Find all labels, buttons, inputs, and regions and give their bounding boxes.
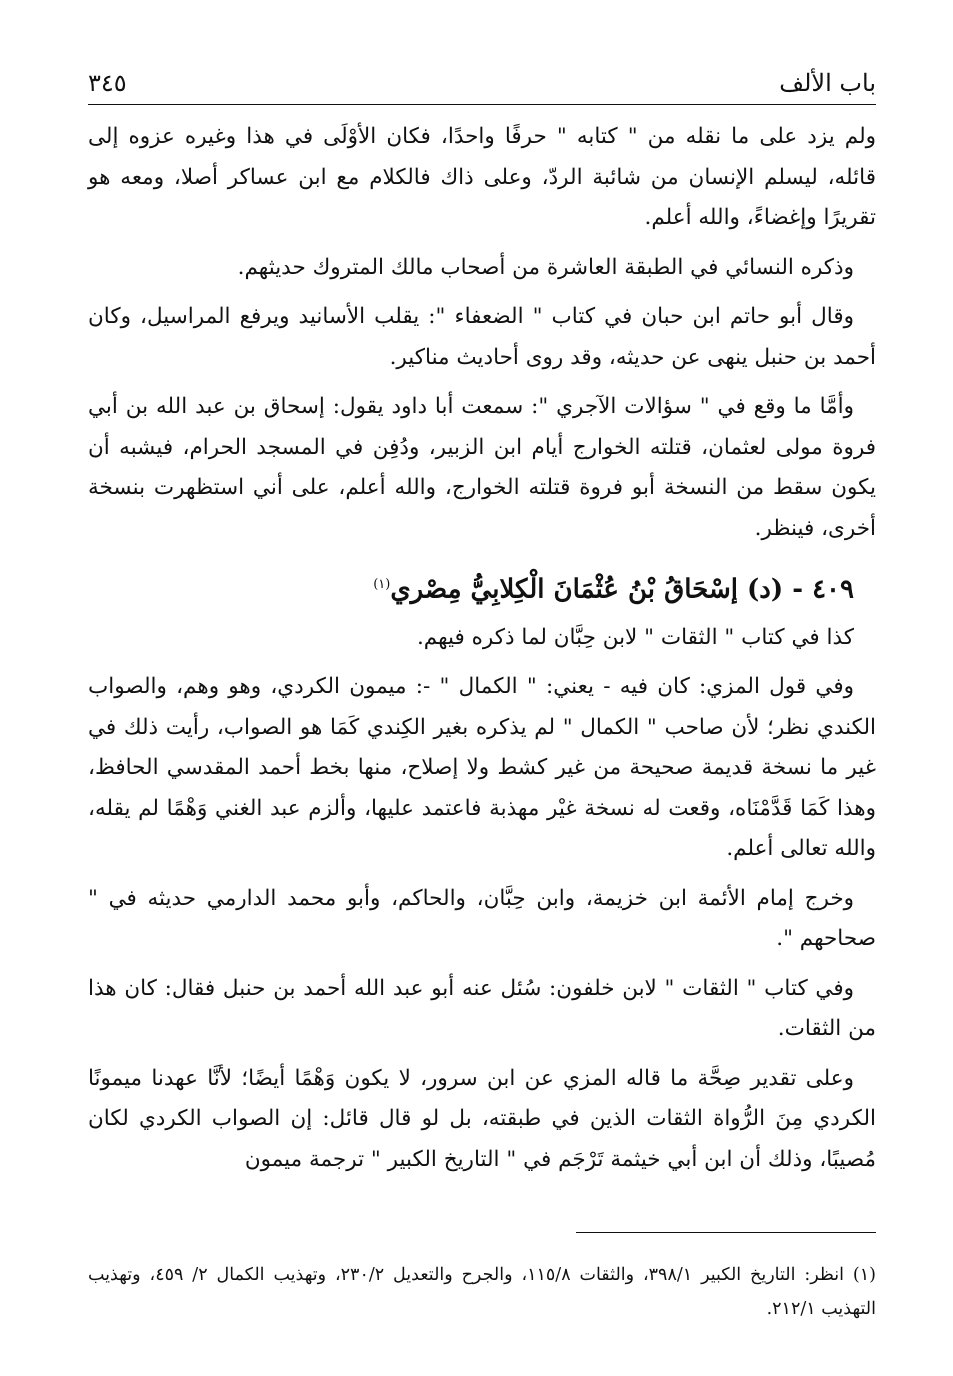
running-header	[88, 50, 876, 100]
paragraph-9: وعلى تقدير صِحَّة ما قاله المزي عن ابن سرور، لا يكون وَهْمًا أيضًا؛ لأنَّا عهدنا ميمونًا الكردي مِنَ الرُّواة الثقات الذين في طبقته، بل لو قال قائل: إن الصواب الكردي لكان مُصيبًا، وذلك أن ابن أبي خيثمة تَرْجَم في " التاريخ الكبير " ترجمة ميمون	[88, 1065, 876, 1172]
entry-heading	[88, 563, 876, 612]
paragraph-5: كذا في كتاب " الثقات " لابن حِبَّان لما ذكره فيهم.	[416, 624, 854, 650]
paragraph-1: ولم يزد على ما نقله من " كتابه " حرفًا واحدًا، فكان الأوْلَى في هذا وغيره عزوه إلى قائله، ليسلم الإنسان من شائبة الردّ، وعلى ذاك فالكلام مع ابن عساكر أصلا، ومعه هو تقريرًا وإغضاءً، والله أعلم.	[88, 124, 876, 230]
paragraph-8: وفي كتاب " الثقات " لابن خلفون: سُئل عنه أبو عبد الله أحمد بن حنبل فقال: كان هذا من الثقات.	[88, 975, 876, 1042]
paragraph-2: وذكره النسائي في الطبقة العاشرة من أصحاب مالك المتروك حديثهم.	[237, 254, 854, 280]
paragraph-4: وأمَّا ما وقع في " سؤالات الآجري ": سمعت أبا داود يقول: إسحاق بن عبد الله بن أبي فروة مولى لعثمان، قتلته الخوارج أيام ابن الزبير، ودُفِن في المسجد الحرام، فيشبه أن يكون سقط من النسخة أبو فروة قتلته الخوارج، والله أعلم، على أني استظهرت بنسخة أخرى، فينظر.	[88, 394, 876, 541]
footnote-ref: (١)	[373, 577, 391, 592]
chapter-title: باب الألف	[779, 69, 876, 97]
header-rule	[88, 104, 876, 105]
paragraph-3: وقال أبو حاتم ابن حبان في كتاب " الضعفاء ": يقلب الأسانيد ويرفع المراسيل، وكان أحمد بن حنبل ينهى عن حديثه، وقد روى أحاديث مناكير.	[88, 304, 876, 370]
paragraph-6: وفي قول المزي: كان فيه - يعني: " الكمال " -: ميمون الكردي، وهو وهم، والصواب الكندي نظر؛ لأن صاحب " الكمال " لم يذكره بغير الكِندي كَمَا هو الصواب، رأيت ذلك في غير ما نسخة قديمة صحيحة من غير كشط ولا إصلاح، منها بخط أحمد المقدسي الحافظ، وهذا كَمَا قَدَّمْنَاه، وقعت له نسخة غيْر مهذبة فاعتمد عليها، وألزم عبد الغني وَهْمًا لم يقله، والله تعالى أعلم.	[88, 674, 876, 862]
footnote-rule	[576, 1232, 876, 1233]
paragraph-7: وخرج إمام الأئمة ابن خزيمة، وابن حِبَّان، والحاكم، وأبو محمد الدارمي حديثه في " صحاحهم ".	[88, 885, 876, 952]
book-page	[88, 50, 876, 1350]
page-number: ٣٤٥	[88, 69, 127, 97]
page-body	[88, 117, 876, 1180]
entry-heading-text: ٤٠٩ - (د) إسْحَاقُ بْنُ عُثْمَانَ الْكِلابِيُّ مِصْري	[390, 574, 854, 605]
footnote-1: (١) انظر: التاريخ الكبير ٣٩٨/١، والثقات ١١٥/٨، والجرح والتعديل ٢٣٠/٢، وتهذيب الكمال ٢/ ٤٥٩، وتهذيب التهذيب ٢١٢/١.	[88, 1264, 876, 1319]
